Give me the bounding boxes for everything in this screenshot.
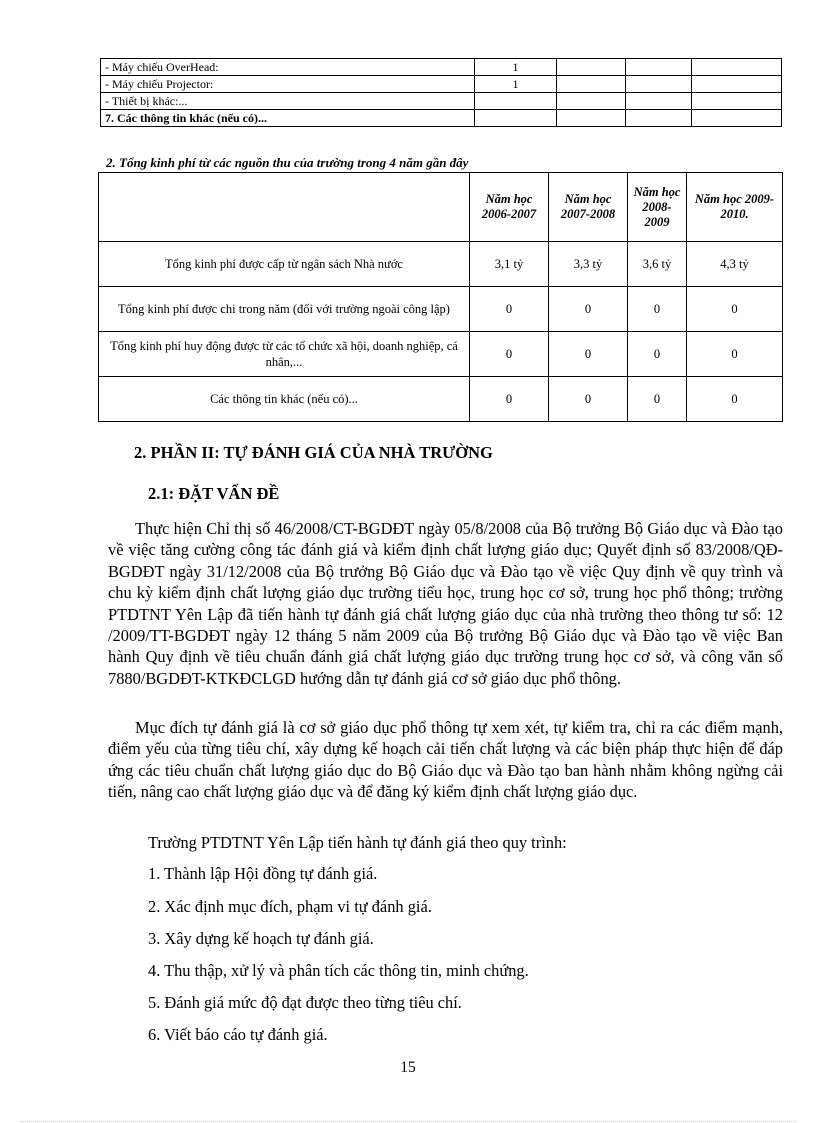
subsection-heading: 2.1: ĐẶT VẤN ĐỀ (148, 484, 280, 503)
paragraph: Mục đích tự đánh giá là cơ sở giáo dục phổ thông tự xem xét, tự kiểm tra, chỉ ra các điểm mạnh, điểm yếu của từng tiêu chí, xây dựng kế hoạch cải tiến chất lượng và các biện pháp thực hiện để đáp ứng các tiêu chuẩn chất lượng giáo dục do Bộ Giáo dục và Đào tạo ban hành nhằm không ngừng cải tiến, nâng cao chất lượng giáo dục và để đăng ký kiểm định chất lượng giáo dục. (108, 718, 783, 802)
table-cell-value: 1 (475, 76, 557, 93)
list-item: 5. Đánh giá mức độ đạt được theo từng tiêu chí. (148, 993, 462, 1012)
table-cell-empty (626, 110, 692, 127)
table-cell-value: 3,3 tỷ (549, 242, 628, 287)
table-cell-value: 0 (470, 287, 549, 332)
page-number: 15 (400, 1059, 416, 1076)
table-cell-label: Tổng kinh phí được cấp từ ngân sách Nhà nước (99, 242, 470, 287)
table-cell-empty (626, 59, 692, 76)
list-item: 3. Xây dựng kế hoạch tự đánh giá. (148, 929, 374, 948)
table-cell-empty (692, 59, 782, 76)
table-row (101, 76, 782, 93)
table-cell-value: 0 (470, 377, 549, 422)
table-cell-value: 0 (628, 287, 687, 332)
table-cell-value (475, 93, 557, 110)
table-header-empty (99, 173, 470, 242)
table-cell-label: Tổng kinh phí huy động được từ các tổ chức xã hội, doanh nghiệp, cá nhân,... (99, 332, 470, 377)
table-cell-empty (557, 59, 626, 76)
table-cell-empty (692, 93, 782, 110)
table-cell-label: Tổng kinh phí được chi trong năm (đối với trường ngoài công lập) (99, 287, 470, 332)
table-cell-label: - Máy chiếu Projector: (101, 76, 475, 93)
table-header-year: Năm học 2006-2007 (470, 173, 549, 242)
equipment-table (100, 58, 782, 127)
table-cell-value: 0 (628, 332, 687, 377)
list-item: 6. Viết báo cáo tự đánh giá. (148, 1025, 328, 1044)
table-cell-empty (626, 93, 692, 110)
table-cell-value: 0 (549, 377, 628, 422)
table-cell-value: 1 (475, 59, 557, 76)
page-bottom-divider (20, 1121, 796, 1122)
table-cell-label: - Thiết bị khác:... (101, 93, 475, 110)
list-item: 4. Thu thập, xử lý và phân tích các thông tin, minh chứng. (148, 961, 529, 980)
table-header-row (99, 173, 783, 242)
table-header-year: Năm học 2008-2009 (628, 173, 687, 242)
paragraph: Trường PTDTNT Yên Lập tiến hành tự đánh giá theo quy trình: (148, 833, 567, 852)
paragraph: Thực hiện Chỉ thị số 46/2008/CT-BGDĐT ngày 05/8/2008 của Bộ trưởng Bộ Giáo dục và Đào tạo về việc tăng cường công tác đánh giá và kiểm định chất lượng giáo dục; Quyết định số 83/2008/QĐ-BGDĐT ngày 31/12/2008 của Bộ trưởng Bộ Giáo dục và Đào tạo về việc Quy định về quy trình và chu kỳ kiểm định chất lượng giáo dục trường tiểu học, trung học cơ sở, trung học phổ thông; trường PTDTNT Yên Lập đã tiến hành tự đánh giá chất lượng giáo dục của nhà trường theo thông tư số: 12 /2009/TT-BGDĐT ngày 12 tháng 5 năm 2009 của Bộ trưởng Bộ Giáo dục và Đào tạo về việc Ban hành Quy định về tiêu chuẩn đánh giá chất lượng giáo dục trường trung học cơ sở, và công văn số 7880/BGDĐT-KTKĐCLGD hướng dẫn tự đánh giá cơ sở giáo dục phổ thông. (108, 519, 783, 688)
table-row (99, 332, 783, 377)
table-row (101, 93, 782, 110)
table-cell-value: 0 (549, 287, 628, 332)
table-cell-value: 0 (687, 287, 783, 332)
table-cell-value: 0 (628, 377, 687, 422)
funding-table-title: 2. Tổng kinh phí từ các nguồn thu của trường trong 4 năm gần đây (106, 155, 469, 170)
table-cell-value: 0 (549, 332, 628, 377)
table-cell-value: 0 (470, 332, 549, 377)
table-cell-value: 3,1 tỷ (470, 242, 549, 287)
list-item: 2. Xác định mục đích, phạm vi tự đánh giá. (148, 897, 432, 916)
funding-table (98, 172, 783, 422)
table-cell-value (475, 110, 557, 127)
table-cell-empty (557, 110, 626, 127)
section-heading: 2. PHẦN II: TỰ ĐÁNH GIÁ CỦA NHÀ TRƯỜNG (134, 443, 493, 462)
table-cell-empty (626, 76, 692, 93)
table-header-year: Năm học 2009-2010. (687, 173, 783, 242)
table-cell-label: Các thông tin khác (nếu có)... (99, 377, 470, 422)
table-row (101, 59, 782, 76)
table-cell-empty (692, 76, 782, 93)
table-cell-empty (557, 93, 626, 110)
table-cell-empty (557, 76, 626, 93)
table-cell-label: 7. Các thông tin khác (nếu có)... (101, 110, 475, 127)
table-cell-value: 3,6 tỷ (628, 242, 687, 287)
list-item: 1. Thành lập Hội đồng tự đánh giá. (148, 864, 378, 883)
table-cell-value: 0 (687, 332, 783, 377)
table-cell-value: 0 (687, 377, 783, 422)
table-row (99, 377, 783, 422)
table-row (101, 110, 782, 127)
table-row (99, 242, 783, 287)
table-header-year: Năm học 2007-2008 (549, 173, 628, 242)
table-cell-value: 4,3 tỷ (687, 242, 783, 287)
table-row (99, 287, 783, 332)
table-cell-empty (692, 110, 782, 127)
table-cell-label: - Máy chiếu OverHead: (101, 59, 475, 76)
